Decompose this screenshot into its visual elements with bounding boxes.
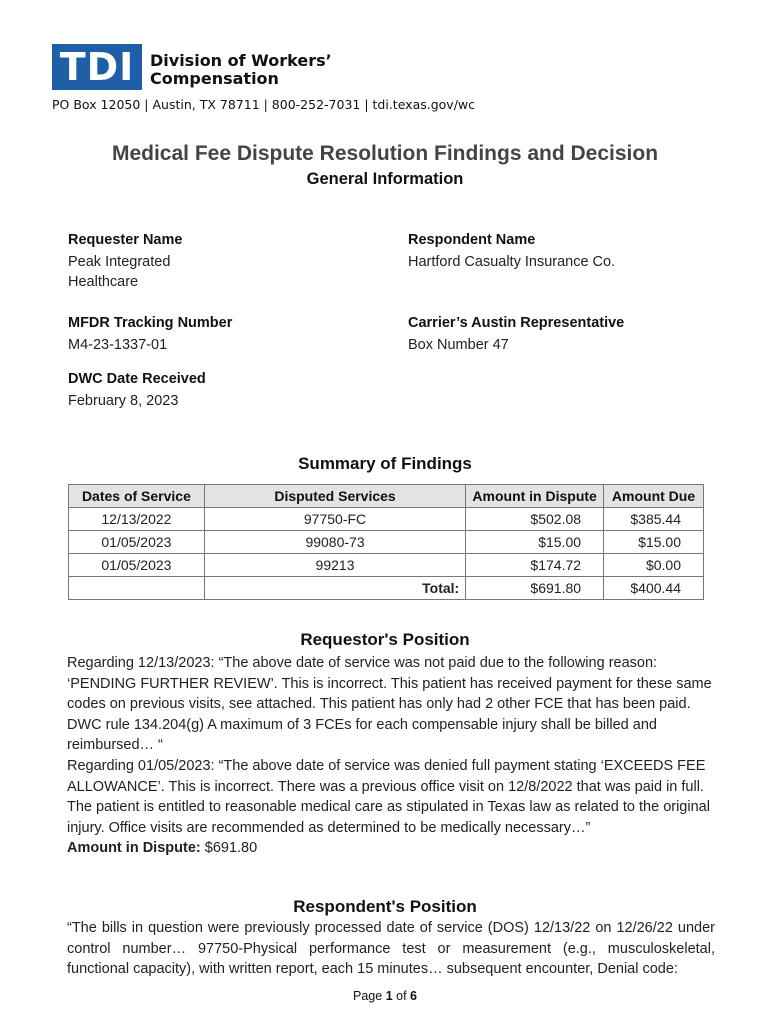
table-cell: $174.72: [466, 554, 604, 577]
table-row: [69, 508, 704, 531]
table-total-row: [69, 577, 704, 600]
date-received-value: February 8, 2023: [68, 393, 179, 409]
page-total: 6: [410, 989, 417, 1003]
total-label: Total:: [204, 577, 465, 600]
table-cell: $385.44: [604, 508, 704, 531]
table-cell: 01/05/2023: [69, 554, 205, 577]
table-header-row: [69, 485, 704, 508]
table-cell: $502.08: [466, 508, 604, 531]
amount-in-dispute-label: Amount in Dispute:: [67, 840, 201, 857]
document-title: Medical Fee Dispute Resolution Findings and Decision: [111, 142, 659, 165]
address-line: PO Box 12050 | Austin, TX 78711 | 800-252-7031 | tdi.texas.gov/wc: [52, 97, 475, 112]
requester-name-label: Requester Name: [68, 232, 183, 248]
section-heading-general-information: General Information: [306, 170, 464, 188]
amount-in-dispute: [67, 838, 715, 859]
respondent-paragraph: “The bills in question were previously processed date of service (DOS) 12/13/22 on 12/26/22 under control number… 97750-Physical performance test or measurement (e.g., musculoskeletal, functional capacity), with written report, each 15 minutes… subsequent encounter, Denial code:: [67, 920, 715, 978]
requestor-position-body: [67, 653, 715, 859]
requestor-paragraph: The patient is entitled to reasonable medical care as stipulated in Texas law as related to the original injury. Office visits are recommended as determined to be medically necessary…”: [67, 799, 710, 836]
table-row: [69, 554, 704, 577]
org-name-line2: Compensation: [150, 69, 279, 88]
respondent-position-heading: Respondent's Position: [293, 897, 477, 916]
carrier-representative-value: Box Number 47: [408, 337, 509, 353]
requestor-position-heading: Requestor's Position: [300, 630, 470, 649]
respondent-name-label: Respondent Name: [408, 232, 536, 248]
respondent-position-body: [67, 918, 715, 980]
requestor-paragraph: Regarding 01/05/2023: “The above date of service was denied full payment stating ‘EXCEEDS FEE ALLOWANCE’. This is incorrect. There was a previous office visit on 12/8/2022 that was paid in full.: [67, 757, 706, 795]
table-cell: 12/13/2022: [69, 508, 205, 531]
date-received-label: DWC Date Received: [68, 371, 206, 387]
tracking-number-value: M4-23-1337-01: [68, 337, 168, 353]
requester-name-value-line1: Peak Integrated: [68, 254, 171, 270]
table-cell: [69, 577, 205, 600]
page-word: Page: [353, 989, 383, 1003]
carrier-representative-label: Carrier’s Austin Representative: [408, 315, 625, 331]
table-cell: 99080-73: [204, 531, 465, 554]
summary-heading: Summary of Findings: [298, 454, 472, 473]
table-row: [69, 531, 704, 554]
requester-name-value-line2: Healthcare: [68, 274, 139, 290]
total-dispute: $691.80: [466, 577, 604, 600]
table-cell: 99213: [204, 554, 465, 577]
requestor-paragraph: Regarding 12/13/2023: “The above date of service was not paid due to the following reason: ‘PENDING FURTHER REVIEW’. This is incorrect. This patient has received payment for these same codes on previous visits, see attached. This patient has only had 2 other FCE that has been paid. DWC rule 134.204(g) A maximum of 3 FCEs for each compensable injury shall be billed and reimbursed… “: [67, 655, 712, 754]
summary-table: [68, 484, 704, 600]
of-word: of: [396, 989, 407, 1003]
total-due: $400.44: [604, 577, 704, 600]
table-cell: $15.00: [466, 531, 604, 554]
table-cell: 01/05/2023: [69, 531, 205, 554]
table-cell: 97750-FC: [204, 508, 465, 531]
tdi-logo: TDI: [52, 44, 142, 90]
tracking-number-label: MFDR Tracking Number: [68, 315, 233, 331]
table-cell: $0.00: [604, 554, 704, 577]
column-header: Dates of Service: [69, 485, 205, 508]
table-cell: $15.00: [604, 531, 704, 554]
column-header: Amount Due: [604, 485, 704, 508]
column-header: Disputed Services: [204, 485, 465, 508]
org-name-line1: Division of Workers’: [150, 51, 332, 70]
column-header: Amount in Dispute: [466, 485, 604, 508]
page-number: 1: [385, 989, 393, 1003]
respondent-name-value: Hartford Casualty Insurance Co.: [408, 254, 616, 270]
page-footer: [0, 989, 770, 1003]
amount-in-dispute-value: $691.80: [204, 840, 258, 857]
